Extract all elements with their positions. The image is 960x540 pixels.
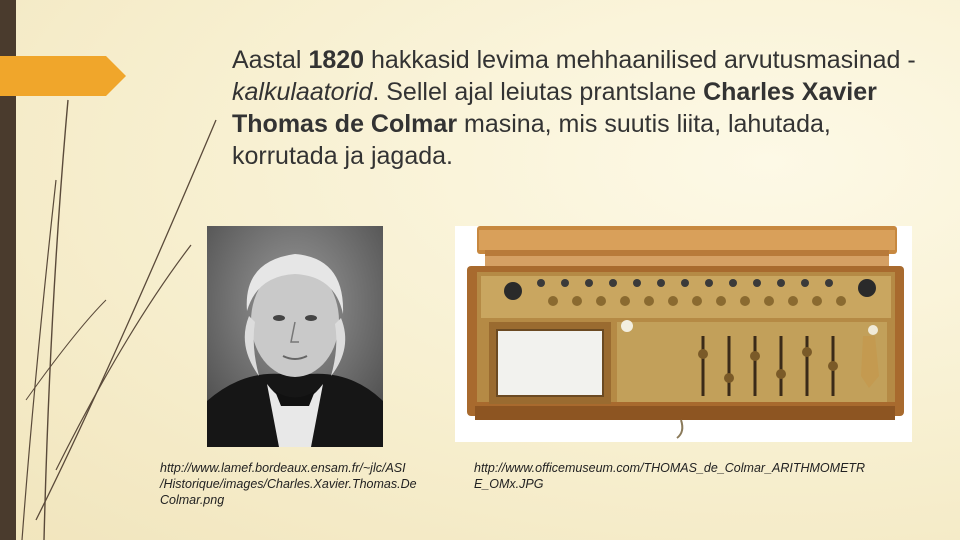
year-bold: 1820: [308, 46, 365, 74]
caption-line: http://www.lamef.bordeaux.ensam.fr/~jlc/ASI: [160, 461, 406, 475]
portrait-caption: [160, 460, 450, 508]
portrait-photo-icon: [207, 226, 383, 447]
machine-caption: [474, 460, 934, 492]
caption-line: /Historique/images/Charles.Xavier.Thomas.De: [160, 477, 417, 491]
arithmometer-photo-icon: [455, 226, 912, 442]
term-italic: kalkulaatorid: [232, 78, 373, 106]
caption-line: E_OMx.JPG: [474, 477, 544, 491]
inventor-name-bold: Charles Xavier Thomas de Colmar: [232, 78, 877, 138]
body-paragraph: Aastal 1820 hakkasid levima mehhaanilised arvutusmasinad - kalkulaatorid. Sellel ajal leiutas prantslane Charles Xavier Thomas de Colmar masina, mis suutis liita, lahutada, korrutada ja jagada.: [232, 46, 916, 170]
caption-line: http://www.officemuseum.com/THOMAS_de_Colmar_ARITHMOMETR: [474, 461, 866, 475]
caption-line: Colmar.png: [160, 493, 225, 507]
decorative-lines: [16, 0, 236, 540]
